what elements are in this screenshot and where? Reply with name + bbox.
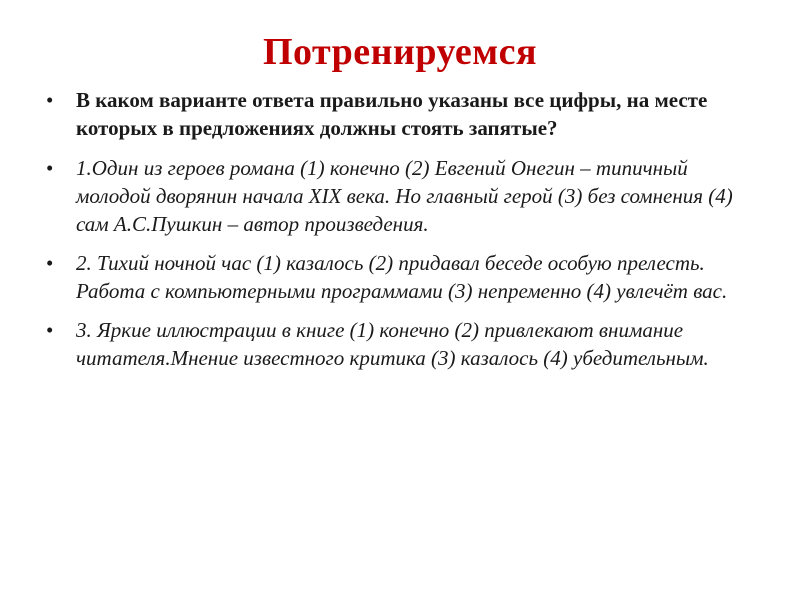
question-text: В каком варианте ответа правильно указаны все цифры, на месте которых в предложениях должны стоять запятые? [76, 88, 708, 140]
option-text: 3. Яркие иллюстрации в книге (1) конечно (2) привлекают внимание читателя.Мнение известного критика (3) казалось (4) убедительным. [76, 318, 709, 370]
option-text: 1.Один из героев романа (1) конечно (2) Евгений Онегин – типичный молодой дворянин начала XIX века. Но главный герой (3) без сомнения (4) сам А.С.Пушкин – автор произведения. [76, 156, 733, 236]
option-text: 2. Тихий ночной час (1) казалось (2) придавал беседе особую прелесть. Работа с компьютерными программами (3) непременно (4) увлечёт вас. [76, 251, 728, 303]
bullet-dot-icon: • [46, 88, 54, 112]
answer-option-2 [44, 249, 754, 305]
slide-title: Потренируемся [262, 31, 538, 73]
bullet-dot-icon: • [46, 156, 54, 180]
bullet-dot-icon: • [46, 318, 54, 342]
bullet-dot-icon: • [46, 251, 54, 275]
answer-option-3 [44, 316, 754, 372]
bullet-list [44, 86, 754, 383]
answer-option-1 [44, 154, 754, 238]
question-bullet [44, 86, 754, 142]
